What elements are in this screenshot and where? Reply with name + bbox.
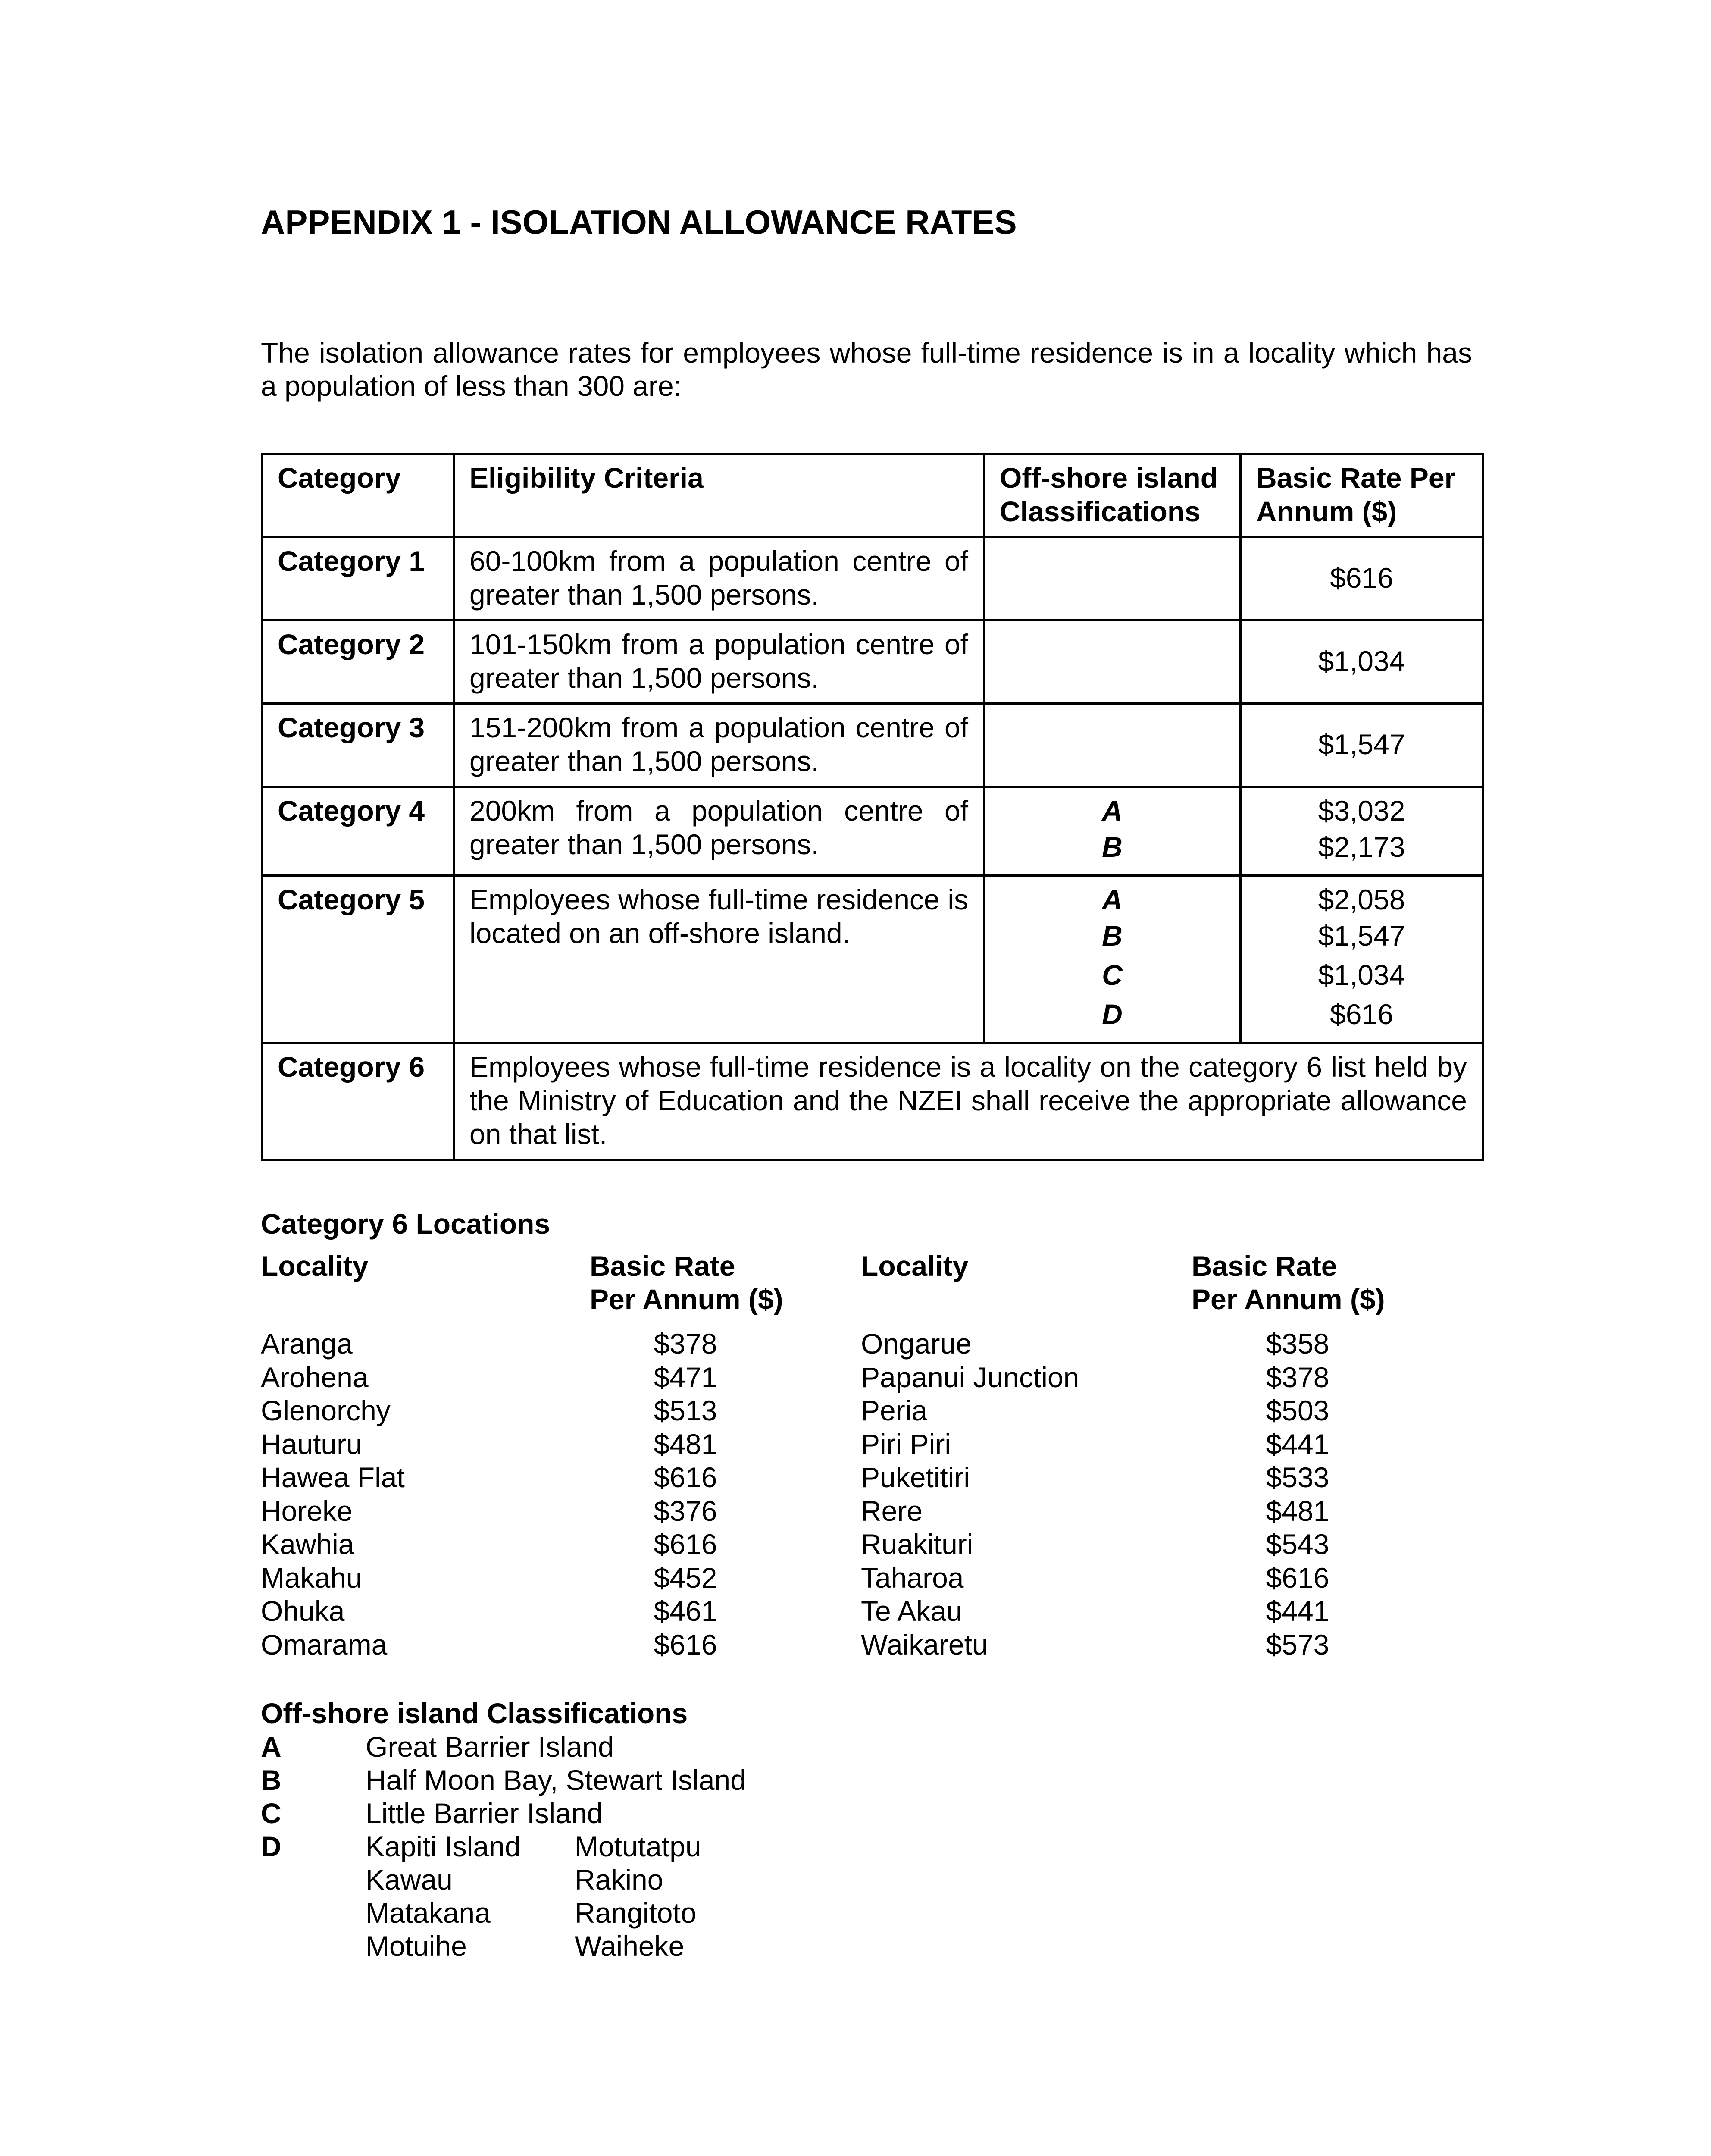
- rate-value: $378: [1266, 1361, 1329, 1393]
- list-item: Kawhia: [261, 1528, 354, 1560]
- rate-cell: $1,547: [1241, 704, 1483, 787]
- category-cell: Category 6: [262, 1043, 454, 1160]
- class-letter: A: [1102, 884, 1123, 915]
- rate-value: $461: [654, 1595, 717, 1627]
- category-cell: Category 2: [262, 620, 454, 704]
- rate-cell: $1,034: [1241, 620, 1483, 704]
- criteria-cell: 151-200km from a population centre of greater than 1,500 persons.: [454, 704, 984, 787]
- rate-value: $533: [1266, 1461, 1329, 1493]
- rate-value: $378: [654, 1328, 717, 1360]
- header-criteria: Eligibility Criteria: [454, 454, 984, 537]
- list-item: Ruakituri: [861, 1528, 973, 1560]
- class-letter: C: [1102, 959, 1123, 991]
- class-letter: A: [1102, 795, 1123, 827]
- rate-value: $503: [1266, 1395, 1329, 1426]
- rate-value: $3,032: [1318, 795, 1405, 827]
- offshore-text: Great Barrier Island: [366, 1731, 614, 1763]
- list-item: Peria: [861, 1395, 928, 1426]
- offshore-text: Kapiti Island: [366, 1830, 521, 1862]
- rate-header-right: [1192, 1250, 1385, 1316]
- page-title: APPENDIX 1 - ISOLATION ALLOWANCE RATES: [261, 203, 1017, 241]
- rate-value: $471: [654, 1361, 717, 1393]
- list-item: Horeke: [261, 1495, 353, 1527]
- rate-value: $441: [1266, 1595, 1329, 1627]
- rate-cell: [1241, 787, 1483, 876]
- rate-value: $616: [654, 1528, 717, 1560]
- classification-cell: [984, 620, 1241, 704]
- offshore-text: Kawau: [366, 1864, 453, 1896]
- offshore-text: Matakana: [366, 1897, 491, 1929]
- table-row: [262, 1043, 1483, 1160]
- rate-value: $452: [654, 1561, 717, 1594]
- category6-heading: Category 6 Locations: [261, 1208, 551, 1240]
- rate-value: $513: [654, 1395, 717, 1426]
- criteria-cell: Employees whose full-time residence is a locality on the category 6 list held by the Ministry of Education and the NZEI shall receive the appropriate allowance on that list.: [454, 1043, 1483, 1160]
- list-item: Waikaretu: [861, 1628, 988, 1661]
- rate-cell: [1241, 876, 1483, 1043]
- isolation-rates-table: [261, 453, 1484, 1161]
- table-row: [262, 704, 1483, 787]
- table-row: [262, 620, 1483, 704]
- rate-value: $616: [654, 1628, 717, 1661]
- list-item: Hawea Flat: [261, 1461, 405, 1493]
- rate-value: $481: [1266, 1495, 1329, 1527]
- list-item: Ohuka: [261, 1595, 345, 1627]
- rate-value: $543: [1266, 1528, 1329, 1560]
- offshore-text: Rakino: [575, 1864, 663, 1896]
- list-item: Piri Piri: [861, 1428, 951, 1460]
- table-row: [262, 537, 1483, 620]
- locality-list-left: [261, 1327, 405, 1661]
- list-item: Aranga: [261, 1328, 353, 1360]
- table-row: [262, 787, 1483, 876]
- list-item: Puketitiri: [861, 1461, 970, 1493]
- locality-header-left: Locality: [261, 1250, 369, 1282]
- table-header-row: [262, 454, 1483, 537]
- rate-value: $358: [1266, 1328, 1329, 1360]
- offshore-text: Little Barrier Island: [366, 1797, 603, 1829]
- offshore-letter: D: [261, 1830, 282, 1862]
- intro-paragraph: The isolation allowance rates for employees whose full-time residence is in a locality which has a population of less than 300 are:: [261, 337, 1472, 402]
- rate-value: $573: [1266, 1628, 1329, 1661]
- category-cell: Category 3: [262, 704, 454, 787]
- category-cell: Category 5: [262, 876, 454, 1043]
- rate-cell: $616: [1241, 537, 1483, 620]
- list-item: Glenorchy: [261, 1395, 391, 1426]
- class-letter: B: [1102, 920, 1123, 952]
- rate-header-line: Basic Rate: [590, 1250, 735, 1282]
- rate-list-left: [634, 1327, 737, 1661]
- offshore-text: Waiheke: [575, 1930, 685, 1962]
- criteria-cell: Employees whose full-time residence is located on an off-shore island.: [454, 876, 984, 1043]
- rate-value: $1,034: [1318, 959, 1405, 991]
- list-item: Rere: [861, 1495, 923, 1527]
- rate-value: $2,058: [1318, 884, 1405, 915]
- rate-value: $1,547: [1318, 920, 1405, 952]
- offshore-text: Rangitoto: [575, 1897, 697, 1929]
- list-item: Ongarue: [861, 1328, 972, 1360]
- criteria-cell: 101-150km from a population centre of greater than 1,500 persons.: [454, 620, 984, 704]
- locality-header-right: Locality: [861, 1250, 969, 1282]
- category-cell: Category 4: [262, 787, 454, 876]
- classification-cell: [984, 787, 1241, 876]
- rate-value: $2,173: [1318, 831, 1405, 863]
- offshore-letter: C: [261, 1797, 282, 1829]
- offshore-heading: Off-shore island Classifications: [261, 1697, 688, 1729]
- list-item: Papanui Junction: [861, 1361, 1079, 1393]
- criteria-cell: 200km from a population centre of greater than 1,500 persons.: [454, 787, 984, 876]
- offshore-text: Motutatpu: [575, 1830, 701, 1862]
- header-classification: Off-shore island Classifications: [984, 454, 1241, 537]
- rate-value: $441: [1266, 1428, 1329, 1460]
- classification-cell: [984, 704, 1241, 787]
- rate-header-line: Per Annum ($): [1192, 1283, 1385, 1315]
- offshore-letter: B: [261, 1764, 282, 1796]
- header-category: Category: [262, 454, 454, 537]
- offshore-text: Motuihe: [366, 1930, 467, 1962]
- locality-list-right: [861, 1327, 1079, 1661]
- list-item: Arohena: [261, 1361, 369, 1393]
- rate-header-line: Basic Rate: [1192, 1250, 1337, 1282]
- list-item: Hauturu: [261, 1428, 362, 1460]
- rate-header-line: Per Annum ($): [590, 1283, 783, 1315]
- header-rate: Basic Rate Per Annum ($): [1241, 454, 1483, 537]
- criteria-cell: 60-100km from a population centre of greater than 1,500 persons.: [454, 537, 984, 620]
- class-letter: B: [1102, 831, 1123, 863]
- rate-value: $616: [654, 1461, 717, 1493]
- offshore-letter: A: [261, 1731, 282, 1763]
- offshore-text: Half Moon Bay, Stewart Island: [366, 1764, 746, 1796]
- category-cell: Category 1: [262, 537, 454, 620]
- table-row: [262, 876, 1483, 1043]
- class-letter: D: [1102, 998, 1123, 1030]
- rate-value: $481: [654, 1428, 717, 1460]
- rate-value: $616: [1266, 1561, 1329, 1594]
- rate-list-right: [1246, 1327, 1349, 1661]
- rate-header-left: [590, 1250, 783, 1316]
- classification-cell: [984, 876, 1241, 1043]
- list-item: Te Akau: [861, 1595, 962, 1627]
- list-item: Taharoa: [861, 1561, 964, 1594]
- classification-cell: [984, 537, 1241, 620]
- list-item: Makahu: [261, 1561, 362, 1594]
- rate-value: $616: [1330, 998, 1393, 1030]
- rate-value: $376: [654, 1495, 717, 1527]
- list-item: Omarama: [261, 1628, 388, 1661]
